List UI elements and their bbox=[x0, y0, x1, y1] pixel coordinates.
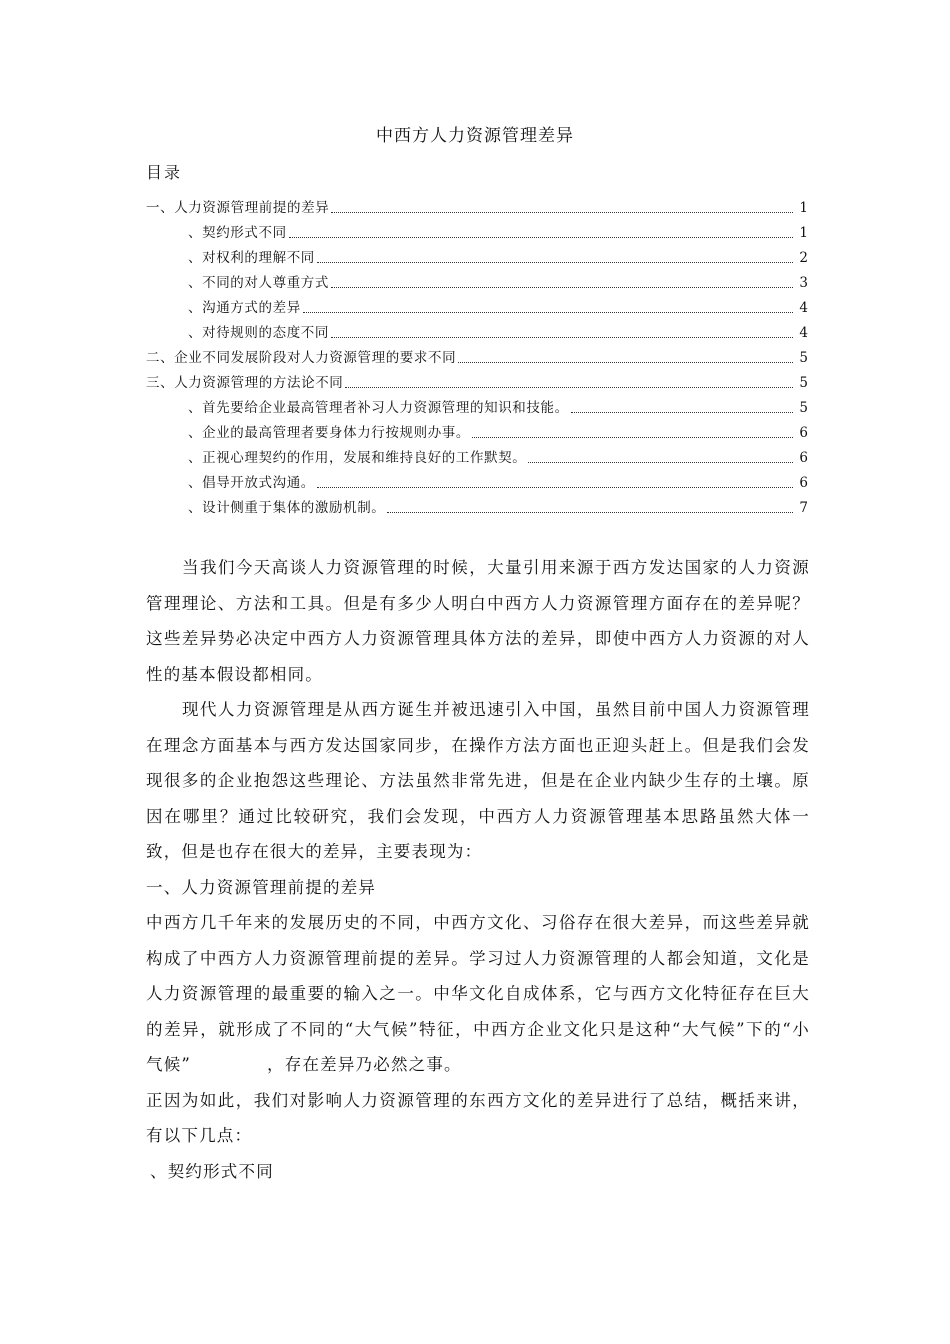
toc-dot-leader bbox=[472, 437, 793, 438]
toc-entry-page: 5 bbox=[799, 350, 808, 366]
toc-entry[interactable] bbox=[146, 242, 808, 267]
subsection-heading: 、契约形式不同 bbox=[150, 1161, 274, 1181]
toc-entry[interactable] bbox=[146, 317, 808, 342]
document-body bbox=[146, 550, 810, 1189]
toc-entry-page: 1 bbox=[799, 225, 808, 241]
toc-dot-leader bbox=[331, 337, 793, 338]
toc-entry-page: 7 bbox=[799, 500, 808, 516]
toc-entry-page: 1 bbox=[799, 200, 808, 216]
toc-entry[interactable] bbox=[146, 267, 808, 292]
toc-heading: 目录 bbox=[146, 163, 183, 182]
paragraph-text: ，存在差异乃必然之事。 bbox=[267, 1055, 462, 1074]
toc-dot-leader bbox=[571, 412, 794, 413]
toc-dot-leader bbox=[289, 237, 794, 238]
toc-entry-label: 、倡导开放式沟通。 bbox=[188, 475, 315, 491]
table-of-contents bbox=[146, 192, 808, 517]
toc-entry-label: 一、人力资源管理前提的差异 bbox=[146, 200, 330, 216]
toc-entry[interactable] bbox=[146, 442, 808, 467]
paragraph bbox=[146, 905, 810, 1083]
toc-dot-leader bbox=[303, 312, 794, 313]
toc-entry-label: 、对待规则的态度不同 bbox=[188, 325, 329, 341]
toc-entry-label: 二、企业不同发展阶段对人力资源管理的要求不同 bbox=[146, 350, 457, 366]
toc-dot-leader bbox=[317, 262, 794, 263]
toc-dot-leader bbox=[345, 387, 793, 388]
toc-entry-page: 4 bbox=[799, 300, 808, 316]
toc-entry-page: 4 bbox=[799, 325, 808, 341]
toc-dot-leader bbox=[331, 287, 793, 288]
toc-entry-page: 6 bbox=[799, 450, 808, 466]
toc-entry[interactable] bbox=[146, 192, 808, 217]
toc-dot-leader bbox=[387, 512, 793, 513]
toc-dot-leader bbox=[331, 212, 793, 213]
toc-dot-leader bbox=[317, 487, 794, 488]
toc-entry-label: 、对权利的理解不同 bbox=[188, 250, 315, 266]
toc-entry-page: 3 bbox=[799, 275, 808, 291]
toc-entry-label: 、沟通方式的差异 bbox=[188, 300, 301, 316]
document-title: 中西方人力资源管理差异 bbox=[376, 126, 574, 146]
toc-dot-leader bbox=[458, 362, 793, 363]
toc-entry-label: 、契约形式不同 bbox=[188, 225, 287, 241]
toc-entry-label: 、首先要给企业最高管理者补习人力资源管理的知识和技能。 bbox=[188, 400, 569, 416]
toc-entry-label: 、设计侧重于集体的激励机制。 bbox=[188, 500, 386, 516]
toc-entry-label: 三、人力资源管理的方法论不同 bbox=[146, 375, 344, 391]
toc-entry-label: 、正视心理契约的作用，发展和维持良好的工作默契。 bbox=[188, 450, 527, 466]
toc-entry-page: 6 bbox=[799, 475, 808, 491]
paragraph-text: 中西方几千年来的发展历史的不同，中西方文化、习俗存在很大差异，而这些差异就构成了中西方人力资源管理前提的差异。学习过人力资源管理的人都会知道，文化是人力资源管理的最重要的输入之一。中华文化自成体系，它与西方文化特征存在巨大的差异，就形成了不同的“大气候”特征，中西方企业文化只是这种“大气候”下的“小气候” bbox=[146, 913, 810, 1074]
toc-entry-label: 、不同的对人尊重方式 bbox=[188, 275, 329, 291]
toc-entry-page: 6 bbox=[799, 425, 808, 441]
toc-entry[interactable] bbox=[146, 392, 808, 417]
toc-entry[interactable] bbox=[146, 342, 808, 367]
toc-entry[interactable] bbox=[146, 367, 808, 392]
toc-entry[interactable] bbox=[146, 467, 808, 492]
paragraph: 现代人力资源管理是从西方诞生并被迅速引入中国，虽然目前中国人力资源管理在理念方面基本与西方发达国家同步，在操作方法方面也正迎头赶上。但是我们会发现很多的企业抱怨这些理论、方法虽然非常先进，但是在企业内缺少生存的土壤。原因在哪里？通过比较研究，我们会发现，中西方人力资源管理基本思路虽然大体一致，但是也存在很大的差异，主要表现为： bbox=[146, 700, 810, 861]
toc-dot-leader bbox=[528, 462, 793, 463]
toc-entry[interactable] bbox=[146, 217, 808, 242]
paragraph: 当我们今天高谈人力资源管理的时候，大量引用来源于西方发达国家的人力资源管理理论、方法和工具。但是有多少人明白中西方人力资源管理方面存在的差异呢？这些差异势必决定中西方人力资源管理具体方法的差异，即使中西方人力资源的对人性的基本假设都相同。 bbox=[146, 558, 810, 684]
toc-entry-page: 2 bbox=[799, 250, 808, 266]
toc-entry[interactable] bbox=[146, 417, 808, 442]
toc-entry[interactable] bbox=[146, 292, 808, 317]
section-heading: 一、人力资源管理前提的差异 bbox=[146, 877, 377, 897]
toc-entry-page: 5 bbox=[799, 375, 808, 391]
toc-entry[interactable] bbox=[146, 492, 808, 517]
paragraph: 正因为如此，我们对影响人力资源管理的东西方文化的差异进行了总结，概括来讲，有以下几点： bbox=[146, 1090, 810, 1145]
toc-entry-label: 、企业的最高管理者要身体力行按规则办事。 bbox=[188, 425, 470, 441]
toc-entry-page: 5 bbox=[799, 400, 808, 416]
